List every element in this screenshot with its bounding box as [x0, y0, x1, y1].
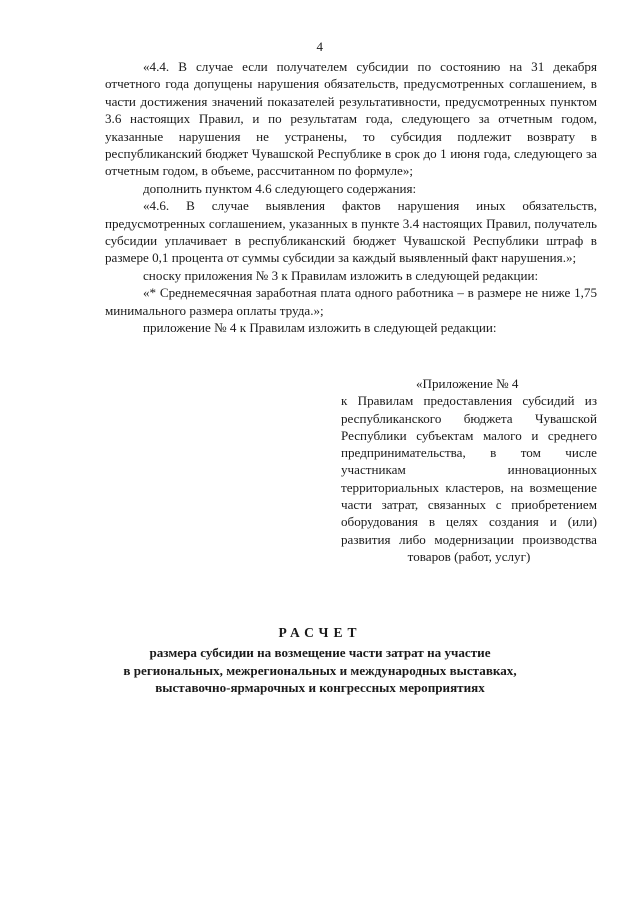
calculation-subtitle-line: выставочно-ярмарочных и конгрессных мероприятиях: [155, 680, 485, 696]
calculation-title: РАСЧЕТ: [278, 625, 362, 640]
body-text: [105, 58, 597, 337]
paragraph-add-4-6: дополнить пунктом 4.6 следующего содержания:: [143, 180, 417, 196]
paragraph-4-4: «4.4. В случае если получателем субсидии по состоянию на 31 декабря отчетного года допущены нарушения обязательств, предусмотренных соглашением, в части достижения значений показателей результативности, предусмотренных пунктом 3.6 настоящих Правил, и по результатам года, следующего за отчетным годом, указанные нарушения не устранены, то субсидия подлежит возврату в республиканский бюджет Чувашской Республике в срок до 1 июня года, следующего за отчетным годом, в объеме, рассчитанном по формуле»;: [105, 59, 597, 179]
appendix-title: «Приложение № 4: [416, 376, 519, 391]
paragraph-appendix-4: приложение № 4 к Правилам изложить в следующей редакции:: [143, 320, 497, 336]
paragraph-4-6: «4.6. В случае выявления фактов нарушения иных обязательств, предусмотренных соглашением, указанных в пункте 3.4 настоящих Правил, получатель субсидии уплачивает в республиканский бюджет Чувашской Республики штраф в размере 0,1 процента от суммы субсидии за каждый выявленный факт нарушения.»;: [105, 198, 597, 266]
paragraph-footnote-appendix-3: сноску приложения № 3 к Правилам изложить в следующей редакции:: [143, 267, 539, 283]
appendix-text: к Правилам предоставления субсидий из республиканского бюджета Чувашской Республики субъектам малого и среднего предпринимательства, в том числе участникам инновационных территориальных кластеров, на возмещение части затрат, связанных с приобретением оборудования в целях создания и (или) развития либо модернизации производства товаров (работ, услуг): [341, 393, 597, 564]
page-number: 4: [316, 39, 324, 54]
appendix-block: [341, 375, 597, 565]
calculation-subtitle-line: размера субсидии на возмещение части затрат на участие: [149, 645, 491, 660]
calculation-subtitle-line: в региональных, межрегиональных и международных выставках,: [123, 662, 517, 678]
paragraph-footnote-text: «* Среднемесячная заработная плата одного работника – в размере не ниже 1,75 минимального размера оплаты труда.»;: [105, 285, 597, 318]
calculation-subtitle: [100, 644, 540, 697]
